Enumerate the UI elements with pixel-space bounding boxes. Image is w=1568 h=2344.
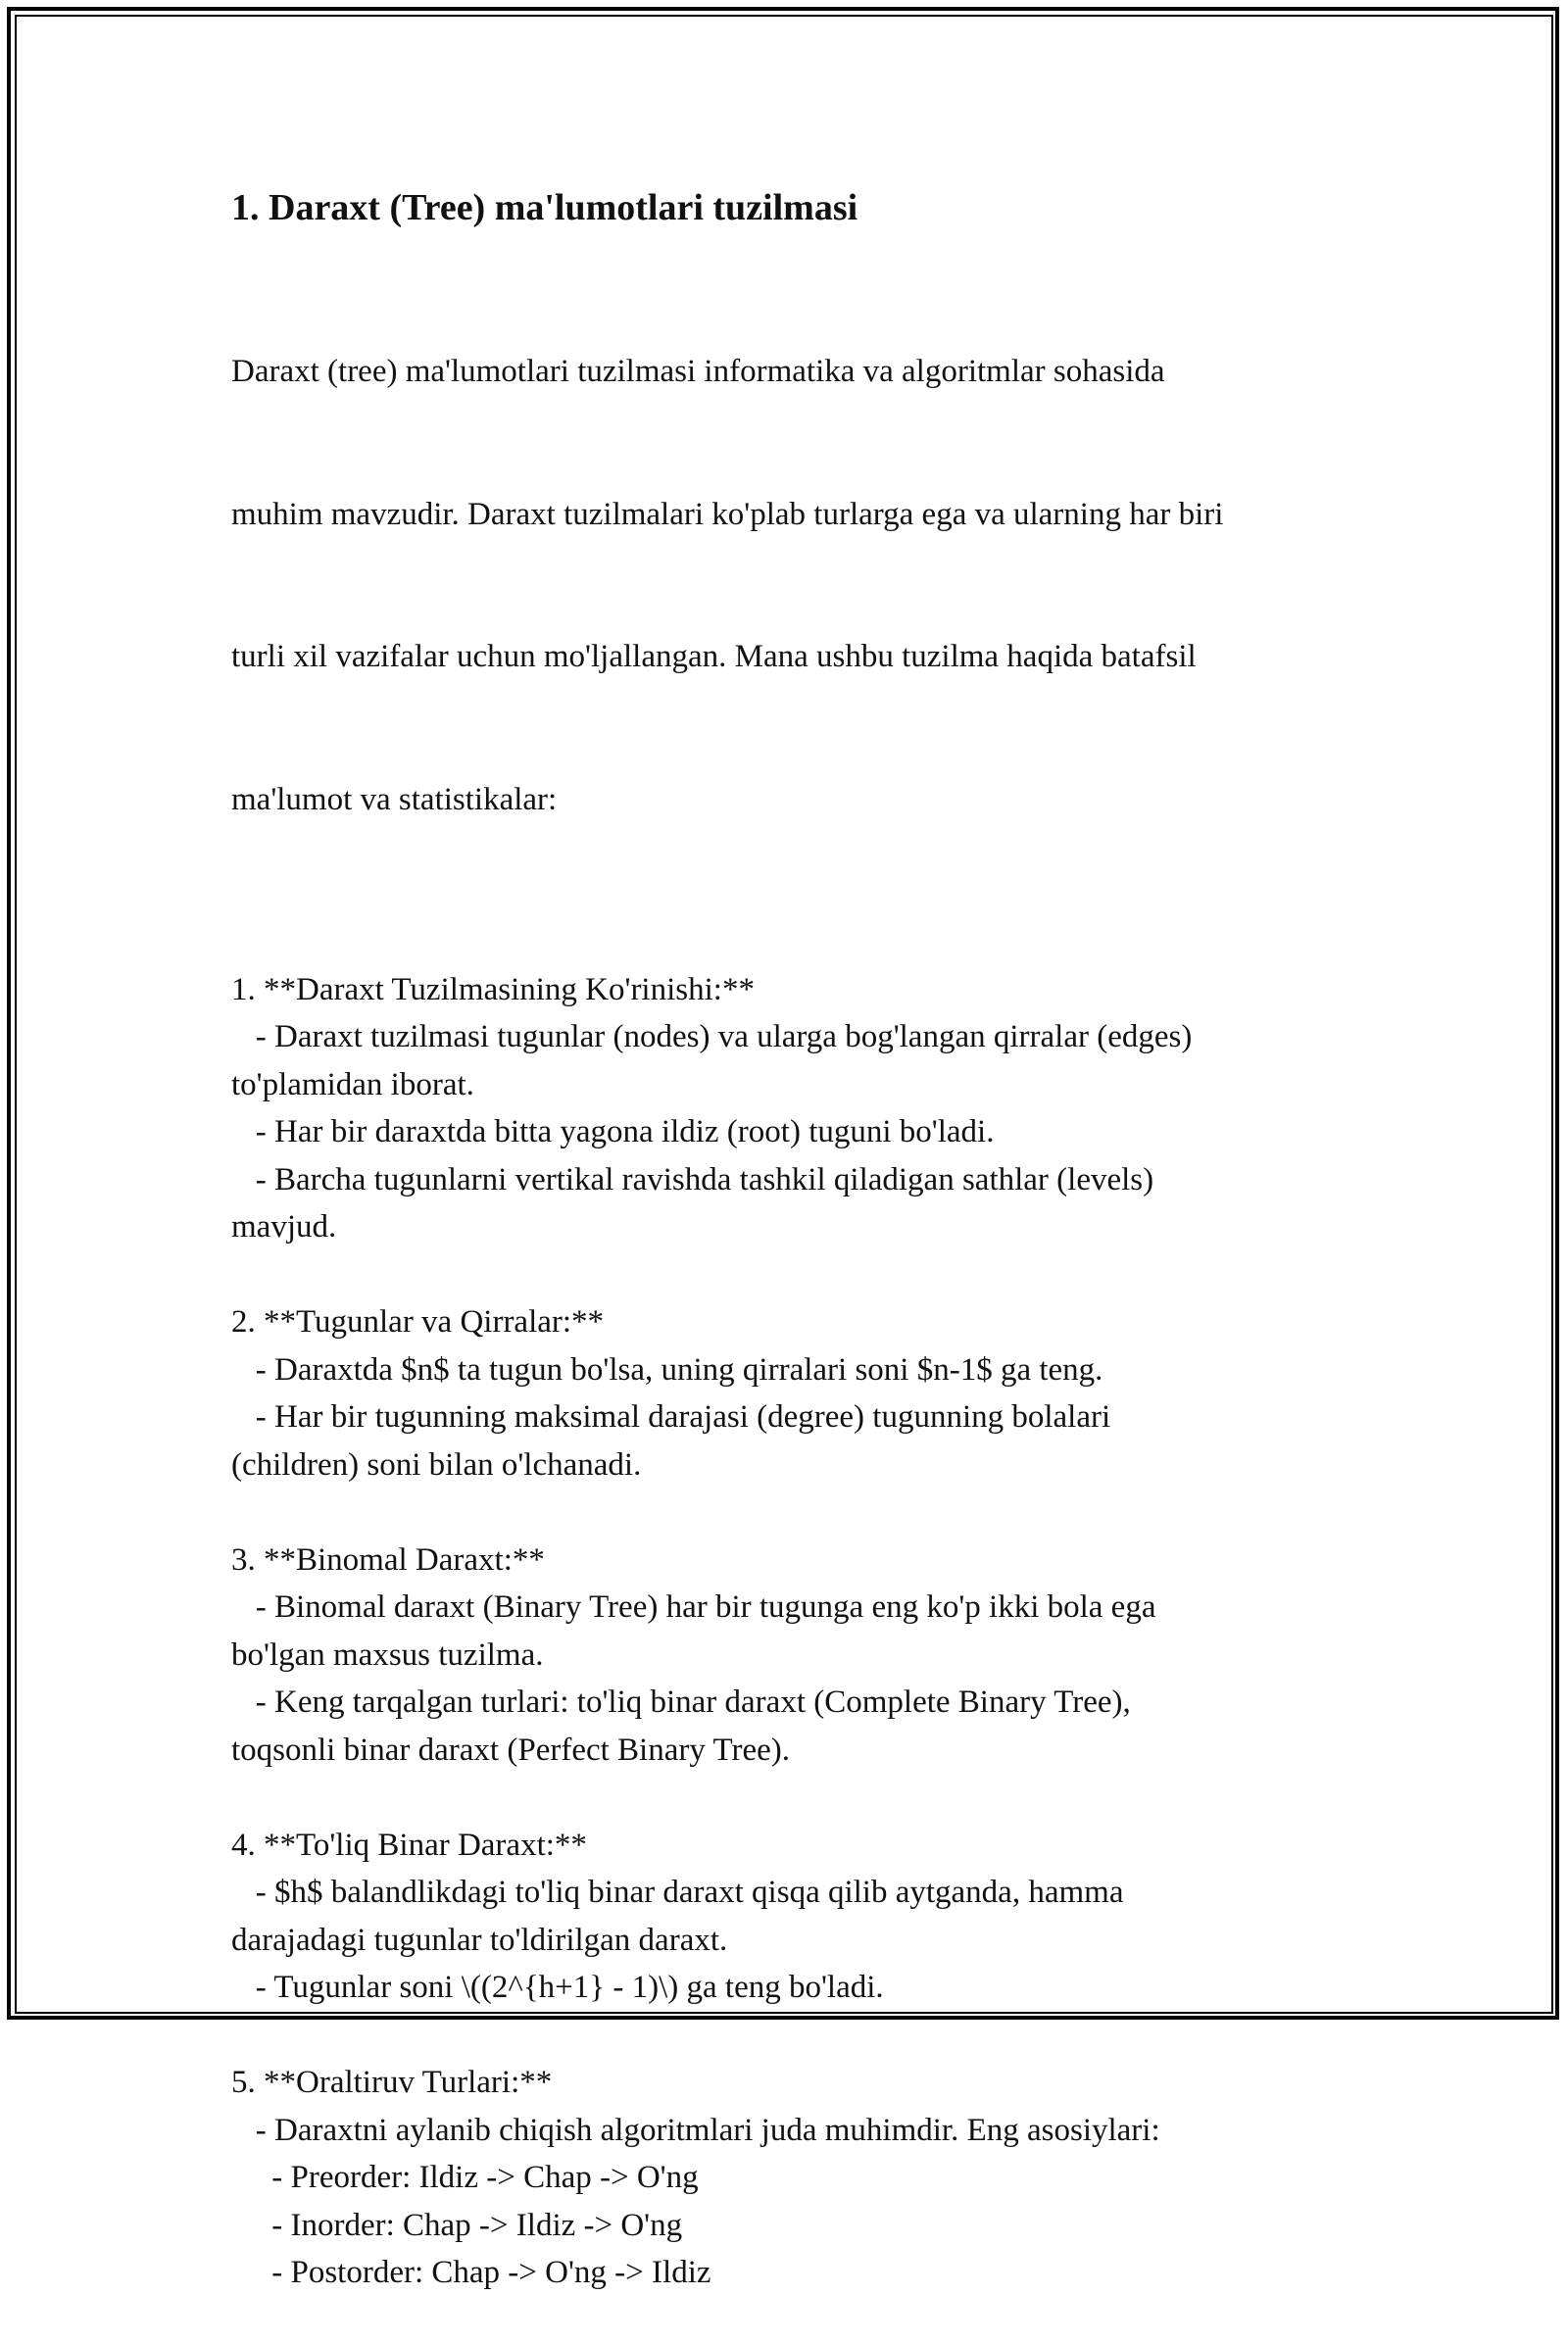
section-full-binary-tree: [231, 1822, 1358, 2012]
document-title: 1. Daraxt (Tree) ma'lumotlari tuzilmasi: [231, 187, 858, 228]
intro-line: Daraxt (tree) ma'lumotlari tuzilmasi informatika va algoritmlar sohasida: [231, 354, 1165, 389]
section-line: - Inorder: Chap -> Ildiz -> O'ng: [231, 2207, 683, 2243]
section-line: - Preorder: Ildiz -> Chap -> O'ng: [231, 2160, 699, 2195]
section-line: - Postorder: Chap -> O'ng -> Ildiz: [231, 2255, 711, 2290]
section-binomial-tree: [231, 1537, 1358, 1775]
section-traversal-types: [231, 2059, 1358, 2297]
section-line: - Daraxtni aylanib chiqish algoritmlari juda muhimdir. Eng asosiylari:: [231, 2112, 1160, 2148]
section-heading: 2. **Tugunlar va Qirralar:**: [231, 1304, 605, 1340]
section-line: - Binomal daraxt (Binary Tree) har bir tugunga eng ko'p ikki bola ega: [231, 1589, 1156, 1625]
document-body: [231, 182, 1358, 2344]
section-line: mavjud.: [231, 1209, 337, 1245]
intro-paragraph: [231, 253, 1358, 918]
section-tree-structure: [231, 966, 1358, 1251]
section-line: darajadagi tugunlar to'ldirilgan daraxt.: [231, 1922, 728, 1958]
section-line: bo'lgan maxsus tuzilma.: [231, 1636, 544, 1673]
section-heading: 3. **Binomal Daraxt:**: [231, 1541, 545, 1578]
section-line: - Barcha tugunlarni vertikal ravishda tashkil qiladigan sathlar (levels): [231, 1161, 1154, 1197]
section-heading: 4. **To'liq Binar Daraxt:**: [231, 1827, 587, 1863]
section-line: toqsonli binar daraxt (Perfect Binary Tree).: [231, 1732, 791, 1768]
section-line: - Daraxt tuzilmasi tugunlar (nodes) va ularga bog'langan qirralar (edges): [231, 1019, 1193, 1054]
section-line: to'plamidan iborat.: [231, 1066, 474, 1102]
intro-line: turli xil vazifalar uchun mo'ljallangan. Mana ushbu tuzilma haqida batafsil: [231, 639, 1197, 674]
section-heading: 1. **Daraxt Tuzilmasining Ko'rinishi:**: [231, 971, 755, 1007]
section-line: - $h$ balandlikdagi to'liq binar daraxt qisqa qilib aytganda, hamma: [231, 1875, 1124, 1910]
section-line: - Har bir tugunning maksimal darajasi (degree) tugunning bolalari: [231, 1399, 1111, 1435]
section-line: - Har bir daraxtda bitta yagona ildiz (root) tuguni bo'ladi.: [231, 1114, 995, 1149]
section-line: (children) soni bilan o'lchanadi.: [231, 1446, 642, 1483]
section-nodes-edges: [231, 1298, 1358, 1489]
intro-line: muhim mavzudir. Daraxt tuzilmalari ko'plab turlarga ega va ularning har biri: [231, 496, 1224, 532]
section-line: - Tugunlar soni \((2^{h+1} - 1)\) ga teng bo'ladi.: [231, 1970, 884, 2005]
section-line: - Keng tarqalgan turlari: to'liq binar daraxt (Complete Binary Tree),: [231, 1685, 1131, 1720]
intro-line: ma'lumot va statistikalar:: [231, 781, 558, 817]
section-heading: 5. **Oraltiruv Turlari:**: [231, 2065, 553, 2100]
section-line: - Daraxtda $n$ ta tugun bo'lsa, uning qirralari soni $n-1$ ga teng.: [231, 1351, 1103, 1388]
